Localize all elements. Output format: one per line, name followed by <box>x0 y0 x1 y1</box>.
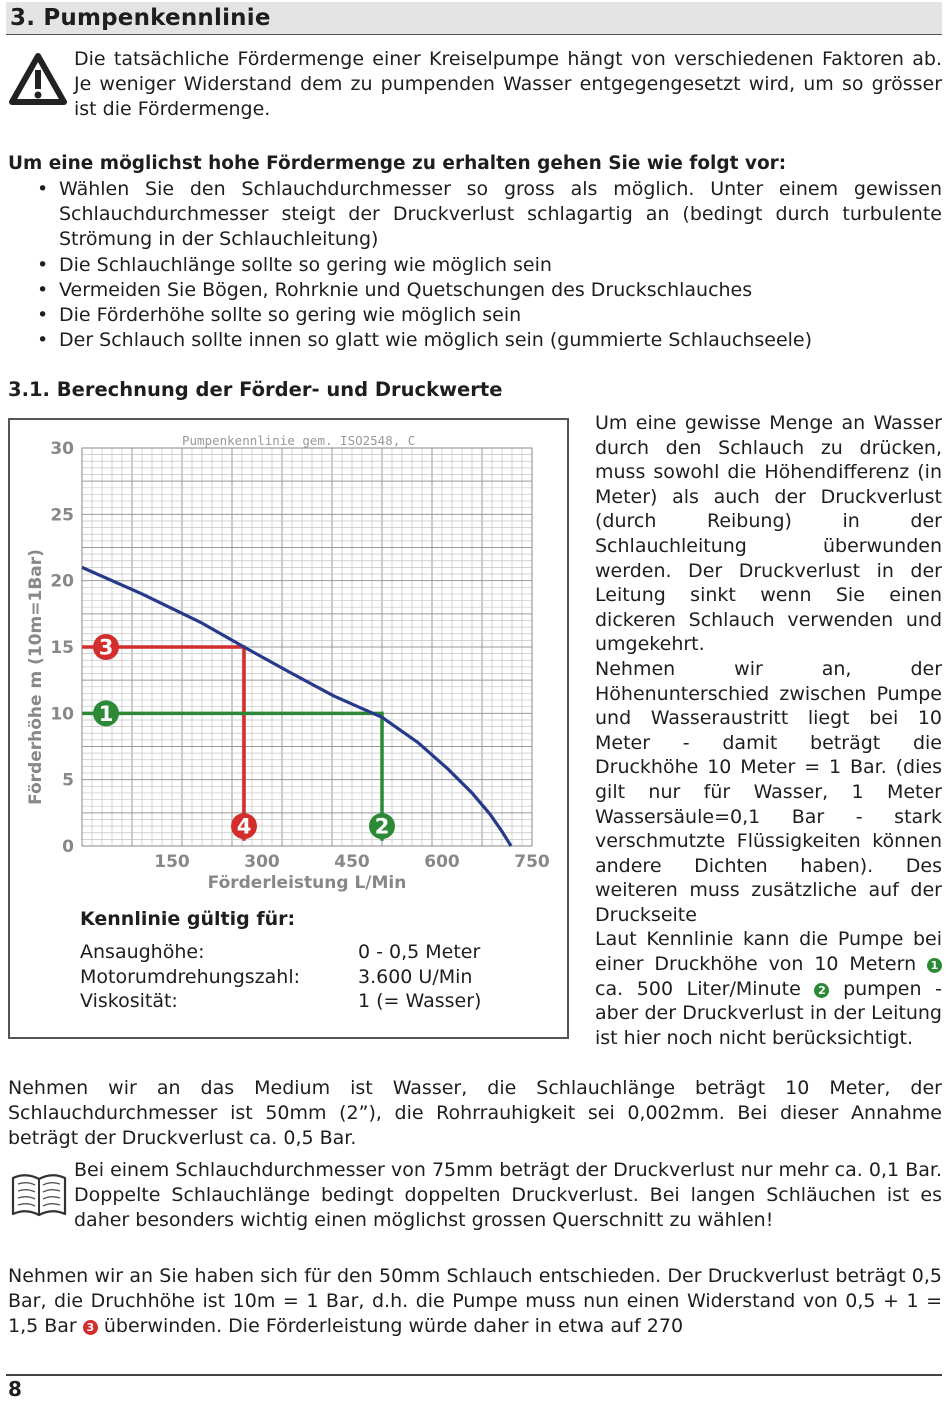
validity-value: 1 (= Wasser) <box>358 990 482 1012</box>
note-text: Bei einem Schlauchdurchmesser von 75mm beträgt der Druckverlust nur mehr ca. 0,1 Bar. Doppelte Schlauchlänge bedingt doppelten Druckverlust. Bei langen Schläuchen ist es daher besonders wichtig einen möglichst grossen Querschnitt zu wählen! <box>74 1159 942 1231</box>
y-tick-label: 20 <box>50 571 74 592</box>
y-tick-label: 5 <box>62 770 74 791</box>
validity-label: Motorumdrehungszahl: <box>80 966 301 988</box>
marker-label: 1 <box>98 701 114 726</box>
y-tick-label: 0 <box>62 837 74 857</box>
x-tick-label: 150 <box>154 852 190 872</box>
tips-heading: Um eine möglichst hohe Fördermenge zu erhalten gehen Sie wie folgt vor: <box>8 153 787 174</box>
y-tick-label: 30 <box>50 439 74 459</box>
text-run: ca. 500 Liter/Minute <box>595 977 801 1000</box>
x-axis-label: Förderleistung L/Min <box>207 873 407 893</box>
validity-value: 3.600 U/Min <box>358 966 473 988</box>
page-number: 8 <box>8 1377 22 1401</box>
validity-heading: Kennlinie gültig für: <box>80 908 296 930</box>
list-item: • Der Schlauch sollte innen so glatt wie möglich sein (gummierte Schlauchseele) <box>8 328 942 353</box>
y-tick-label: 25 <box>50 505 74 526</box>
marker-2-icon: 2 <box>814 983 829 998</box>
medium-paragraph: Nehmen wir an das Medium ist Wasser, die Schlauchlänge beträgt 10 Meter, der Schlauchdurchmesser ist 50mm (2”), die Rohrrauhigkeit sei 0,002mm. Bei dieser Annahme beträgt der Druckverlust ca. 0,5 Bar. <box>8 1077 942 1149</box>
text-run: pumpen - aber der Druckverlust in der Leitung ist hier noch nicht berücksichtigt. <box>595 977 942 1049</box>
tips-list <box>8 177 942 353</box>
book-icon <box>10 1170 68 1220</box>
explanation-text <box>595 411 942 1050</box>
y-tick-label: 15 <box>50 638 74 658</box>
final-paragraph <box>8 1264 942 1338</box>
text-run: überwinden. Die Förderleistung würde daher in etwa auf 270 <box>103 1314 684 1337</box>
y-tick-label: 10 <box>50 704 74 725</box>
marker-label: 3 <box>98 635 114 660</box>
explanation-paragraph <box>595 927 942 1050</box>
subsection-title: 3.1. Berechnung der Förder- und Druckwerte <box>8 378 503 401</box>
list-item: • Die Förderhöhe sollte so gering wie möglich sein <box>8 303 942 328</box>
text-run: Laut Kennlinie kann die Pumpe bei einer Druckhöhe von 10 Metern <box>595 928 942 976</box>
marker-3-icon: 3 <box>83 1320 98 1335</box>
section-title: 3. Pumpenkennlinie <box>10 5 271 31</box>
marker-label: 4 <box>236 814 252 839</box>
validity-value: 0 - 0,5 Meter <box>358 941 481 963</box>
list-item: • Die Schlauchlänge sollte so gering wie möglich sein <box>8 253 942 278</box>
warning-triangle-icon <box>8 52 68 106</box>
validity-label: Ansaughöhe: <box>80 941 205 963</box>
x-tick-label: 300 <box>244 852 280 872</box>
explanation-paragraph: Nehmen wir an, der Höhenunterschied zwischen Pumpe und Wasseraustritt liegt bei 10 Meter - damit beträgt die Druckhöhe 10 Meter = 1 Bar. (dies gilt nur für Wasser, 1 Meter Wassersäule=0,1 Bar - stark verschmutzte Flüssigkeiten können andere Dichten haben). Des weiteren muss zusätzliche auf der Druckseite <box>595 657 942 926</box>
list-item: • Wählen Sie den Schlauchdurchmesser so gross als möglich. Unter einem gewissen Schlauchdurchmesser steigt der Druckverlust schlagartig an (bedingt durch turbulente Strömung in der Schlauchleitung) <box>8 177 942 253</box>
x-tick-label: 750 <box>514 852 550 872</box>
marker-1-icon: 1 <box>927 958 942 973</box>
chart-title: Pumpenkennlinie gem. ISO2548, C <box>182 433 416 448</box>
validity-label: Viskosität: <box>80 990 178 1012</box>
list-item: • Vermeiden Sie Bögen, Rohrknie und Quetschungen des Druckschlauches <box>8 278 942 303</box>
x-tick-label: 450 <box>334 852 370 872</box>
footer-divider <box>6 1374 942 1376</box>
text-run: Nehmen wir an Sie haben sich für den 50mm Schlauch entschieden. Der Druckverlust beträgt 0,5 Bar, die Druchhöhe ist 10m = 1 Bar, d.h. die Pumpe muss nun einen Widerstand von 0,5 + 1 = 1,5 Bar <box>8 1265 942 1337</box>
guide-line <box>82 647 244 841</box>
explanation-paragraph: Um eine gewisse Menge an Wasser durch den Schlauch zu drücken, muss sowohl die Höhendifferenz (in Meter) als auch der Druckverlust (durch Reibung) in der Schlauchleitung überwunden werden. Der Druckverlust in der Leitung sinkt wenn Sie einen dickeren Schlauch verwenden und umgekehrt. <box>595 412 942 656</box>
x-tick-label: 600 <box>424 852 460 872</box>
warning-text: Die tatsächliche Fördermenge einer Kreiselpumpe hängt von verschiedenen Faktoren ab. Je weniger Widerstand dem zu pumpenden Wasser entgegengesetzt wird, um so grösser ist die Fördermenge. <box>74 48 942 120</box>
y-axis-label: Förderhöhe m (10m=1Bar) <box>26 549 46 805</box>
marker-label: 2 <box>374 814 390 839</box>
